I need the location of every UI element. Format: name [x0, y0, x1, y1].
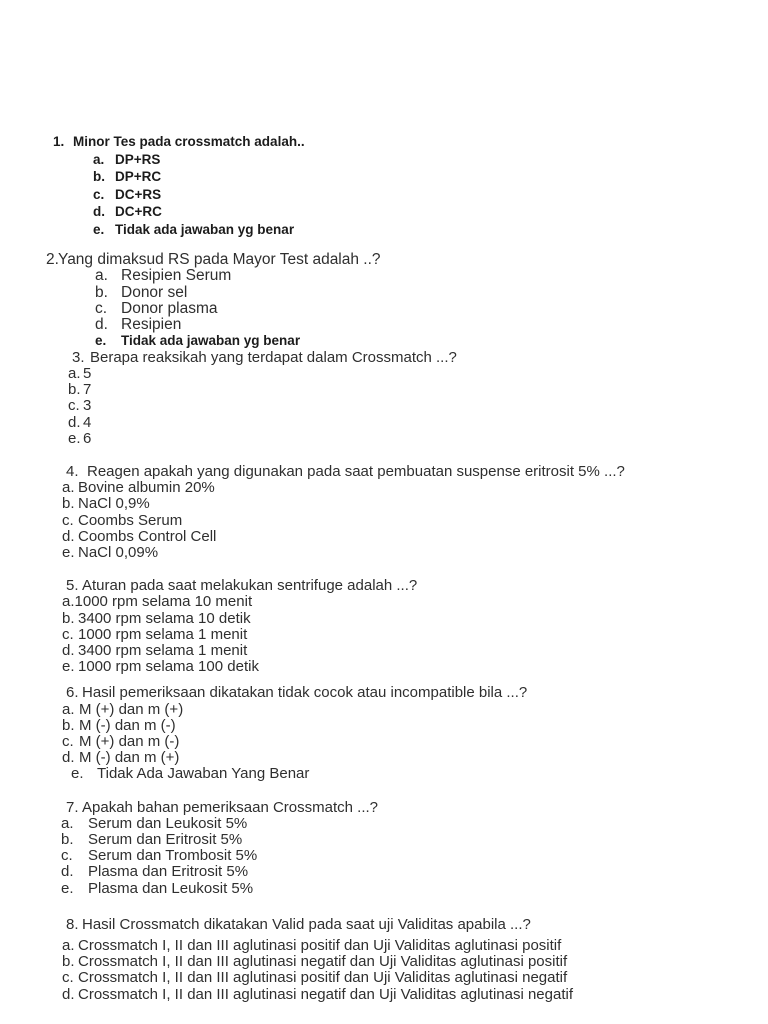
- answer-option: [62, 513, 768, 529]
- answer-option: [62, 702, 768, 718]
- question-block-5: [62, 577, 768, 676]
- option-list: [62, 702, 768, 783]
- answer-option: [68, 398, 768, 414]
- answer-option: [61, 816, 768, 832]
- option-letter: b.: [95, 283, 108, 301]
- option-letter: e.: [62, 658, 75, 676]
- option-text: M (+) dan m (-): [79, 733, 180, 751]
- answer-option: [68, 415, 768, 431]
- question-title: [72, 350, 768, 366]
- option-letter: a.: [62, 593, 75, 611]
- question-block-1: [53, 133, 768, 238]
- answer-option: [62, 611, 768, 627]
- answer-option: [62, 594, 768, 610]
- option-letter: a.: [61, 814, 74, 832]
- answer-option: [93, 186, 768, 204]
- question-text: Reagen apakah yang digunakan pada saat pembuatan suspense eritrosit 5% ...?: [87, 463, 625, 480]
- option-text: Serum dan Trombosit 5%: [88, 847, 258, 865]
- option-letter: d.: [62, 749, 75, 767]
- option-letter: a.: [93, 151, 105, 167]
- answer-option: [62, 496, 768, 512]
- answer-option: [61, 832, 768, 848]
- option-text: Tidak Ada Jawaban Yang Benar: [97, 765, 310, 783]
- question-number: 6.: [66, 684, 79, 702]
- question-title: [46, 252, 768, 268]
- question-block-4: [62, 463, 768, 562]
- answer-option: [62, 659, 768, 675]
- option-letter: b.: [62, 716, 75, 734]
- answer-option: [95, 301, 768, 317]
- option-letter: b.: [62, 495, 75, 513]
- question-block-8: [62, 915, 768, 1003]
- option-text: 1000 rpm selama 10 menit: [74, 593, 253, 611]
- option-text: DC+RS: [115, 186, 162, 202]
- option-letter: d.: [68, 413, 81, 431]
- question-text: Apakah bahan pemeriksaan Crossmatch ...?: [82, 798, 378, 816]
- question-title: [53, 133, 768, 151]
- option-letter: a.: [62, 700, 75, 718]
- option-list: [61, 816, 768, 897]
- question-text: Berapa reaksikah yang terdapat dalam Crossmatch ...?: [90, 348, 457, 366]
- answer-option: [95, 317, 768, 333]
- question-block-6: [62, 684, 768, 783]
- option-text: Serum dan Eritrosit 5%: [88, 831, 243, 849]
- option-letter: a.: [62, 937, 75, 955]
- question-number: 7.: [66, 798, 79, 816]
- option-letter: d.: [93, 204, 105, 219]
- question-text: Aturan pada saat melakukan sentrifuge adalah ...?: [82, 577, 418, 595]
- option-text: Tidak ada jawaban yg benar: [121, 333, 301, 349]
- option-text: NaCl 0,9%: [78, 495, 150, 513]
- option-letter: b.: [62, 609, 75, 627]
- option-letter: c.: [95, 299, 108, 317]
- answer-option: [61, 881, 768, 897]
- answer-option: [68, 431, 768, 447]
- answer-option: [62, 970, 768, 986]
- option-letter: a.: [95, 267, 108, 285]
- option-letter: b.: [93, 169, 105, 184]
- option-text: 5: [83, 364, 92, 382]
- question-block-2: [46, 252, 768, 350]
- question-title: [66, 800, 768, 816]
- question-number: 5.: [66, 577, 79, 595]
- option-text: Tidak ada jawaban yg benar: [115, 221, 295, 237]
- option-list: [62, 938, 768, 1003]
- answer-option: [93, 203, 768, 221]
- option-letter: c.: [68, 397, 80, 415]
- option-letter: b.: [62, 953, 75, 971]
- answer-option: [61, 848, 768, 864]
- answer-option: [62, 627, 768, 643]
- option-text: Bovine albumin 20%: [78, 479, 215, 497]
- option-text: Coombs Control Cell: [78, 527, 217, 545]
- answer-option: [95, 333, 768, 349]
- question-number: 3.: [72, 348, 85, 366]
- answer-option: [62, 545, 768, 561]
- option-text: DC+RC: [115, 204, 162, 219]
- answer-option: [93, 221, 768, 239]
- option-text: M (-) dan m (-): [79, 716, 176, 734]
- answer-option: [62, 480, 768, 496]
- option-text: Crossmatch I, II dan III aglutinasi positif dan Uji Validitas aglutinasi positif: [78, 937, 562, 955]
- option-list: [62, 480, 768, 561]
- option-text: Serum dan Leukosit 5%: [88, 814, 248, 832]
- option-text: Crossmatch I, II dan III aglutinasi negatif dan Uji Validitas aglutinasi positif: [78, 953, 568, 971]
- answer-option: [62, 750, 768, 766]
- option-letter: a.: [62, 479, 75, 497]
- answer-option: [62, 734, 768, 750]
- option-list: [68, 366, 768, 447]
- option-list: [93, 151, 768, 239]
- option-letter: e.: [95, 333, 107, 349]
- option-letter: e.: [71, 765, 84, 783]
- question-block-3: [68, 348, 768, 447]
- option-letter: d.: [62, 985, 75, 1003]
- option-text: Donor plasma: [121, 299, 218, 317]
- answer-option: [62, 766, 768, 782]
- option-letter: e.: [93, 221, 105, 237]
- option-text: Plasma dan Eritrosit 5%: [88, 863, 249, 881]
- answer-option: [62, 643, 768, 659]
- option-text: DP+RC: [115, 169, 162, 184]
- option-text: NaCl 0,09%: [78, 544, 159, 562]
- option-text: Donor sel: [121, 283, 188, 301]
- option-text: 6: [83, 429, 92, 447]
- question-number: 2.: [46, 251, 59, 268]
- option-text: Crossmatch I, II dan III aglutinasi negatif dan Uji Validitas aglutinasi negatif: [78, 985, 573, 1003]
- option-letter: d.: [62, 642, 75, 660]
- question-title: [66, 578, 768, 594]
- answer-option: [61, 864, 768, 880]
- option-text: M (+) dan m (+): [79, 700, 184, 718]
- option-letter: d.: [95, 316, 108, 334]
- answer-option: [62, 938, 768, 954]
- option-text: DP+RS: [115, 151, 161, 167]
- option-text: 4: [83, 413, 92, 431]
- question-title: [66, 917, 768, 933]
- answer-option: [95, 268, 768, 284]
- answer-option: [62, 954, 768, 970]
- answer-option: [68, 382, 768, 398]
- option-text: 7: [83, 381, 92, 399]
- option-text: 3400 rpm selama 10 detik: [78, 609, 251, 627]
- question-text: Minor Tes pada crossmatch adalah..: [73, 134, 305, 149]
- option-letter: b.: [61, 831, 74, 849]
- answer-option: [93, 168, 768, 186]
- option-letter: c.: [61, 847, 73, 865]
- option-text: Coombs Serum: [78, 511, 183, 529]
- option-text: Resipien: [121, 316, 182, 334]
- option-letter: c.: [62, 733, 74, 751]
- option-text: M (-) dan m (+): [79, 749, 180, 767]
- option-letter: d.: [61, 863, 74, 881]
- question-block-7: [61, 798, 768, 897]
- option-text: Crossmatch I, II dan III aglutinasi positif dan Uji Validitas aglutinasi negatif: [78, 969, 568, 987]
- option-text: 1000 rpm selama 100 detik: [78, 658, 259, 676]
- option-letter: e.: [68, 429, 81, 447]
- question-number: 1.: [53, 134, 65, 149]
- option-letter: e.: [62, 544, 75, 562]
- option-letter: b.: [68, 381, 81, 399]
- option-letter: d.: [62, 527, 75, 545]
- answer-option: [62, 987, 768, 1003]
- option-list: [95, 268, 768, 349]
- question-number: 8.: [66, 915, 79, 933]
- option-letter: c.: [93, 186, 105, 202]
- option-letter: c.: [62, 625, 74, 643]
- answer-option: [68, 366, 768, 382]
- question-number: 4.: [66, 463, 79, 480]
- option-letter: e.: [61, 879, 74, 897]
- option-letter: c.: [62, 969, 74, 987]
- option-text: Plasma dan Leukosit 5%: [88, 879, 254, 897]
- option-text: Resipien Serum: [121, 267, 232, 285]
- answer-option: [62, 529, 768, 545]
- answer-option: [93, 151, 768, 169]
- option-text: 1000 rpm selama 1 menit: [78, 625, 248, 643]
- question-title: [66, 685, 768, 701]
- option-letter: a.: [68, 364, 81, 382]
- option-text: 3: [83, 397, 92, 415]
- option-text: 3400 rpm selama 1 menit: [78, 642, 248, 660]
- question-text: Yang dimaksud RS pada Mayor Test adalah ..?: [58, 251, 381, 268]
- question-title: [66, 464, 768, 480]
- option-list: [62, 594, 768, 675]
- question-text: Hasil pemeriksaan dikatakan tidak cocok atau incompatible bila ...?: [82, 684, 528, 702]
- question-text: Hasil Crossmatch dikatakan Valid pada saat uji Validitas apabila ...?: [82, 915, 531, 933]
- answer-option: [62, 718, 768, 734]
- answer-option: [95, 285, 768, 301]
- option-letter: c.: [62, 511, 74, 529]
